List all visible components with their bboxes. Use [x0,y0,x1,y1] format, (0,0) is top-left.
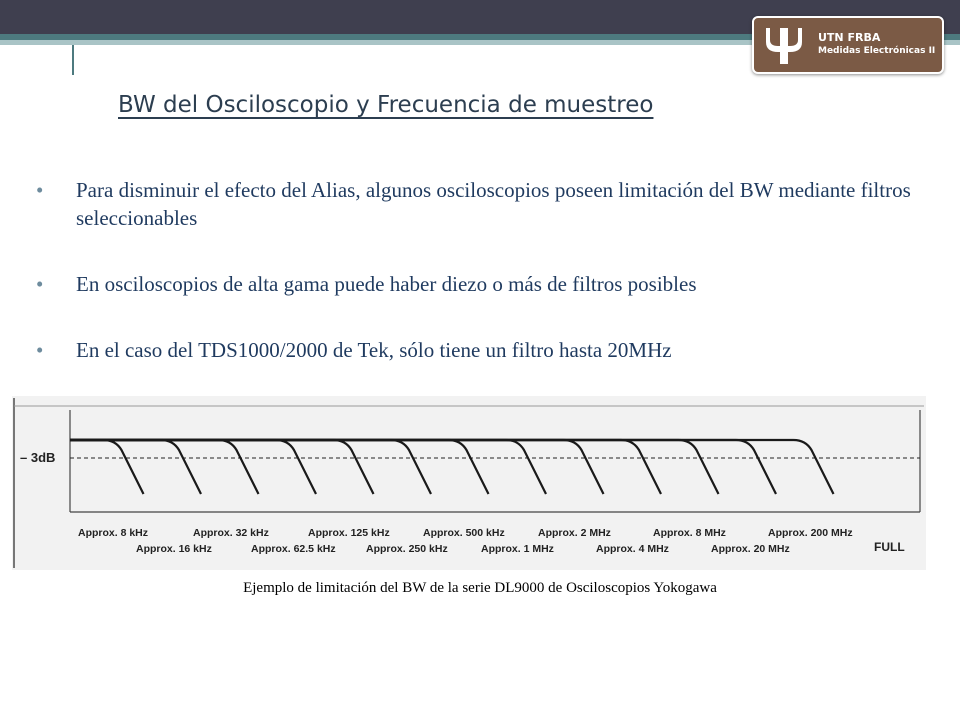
filter-label: Approx. 8 kHz [78,527,149,539]
minus-3db-label: – 3dB [20,450,56,465]
slide-title: BW del Osciloscopio y Frecuencia de muestreo [118,92,654,118]
filter-label: Approx. 20 MHz [711,543,790,555]
filter-label: Approx. 200 MHz [768,527,853,539]
filter-label: Approx. 8 MHz [653,527,726,539]
filter-label: Approx. 4 MHz [596,543,669,555]
filter-label: Approx. 32 kHz [193,527,269,539]
full-label: FULL [874,540,905,554]
figure-caption: Ejemplo de limitación del BW de la serie DL9000 de Osciloscopios Yokogawa [243,580,717,596]
bullet-text: En el caso del TDS1000/2000 de Tek, sólo tiene un filtro hasta 20MHz [76,338,672,362]
utn-logo-icon [760,24,808,68]
utn-logo-badge [752,16,944,74]
bullet-text: En osciloscopios de alta gama puede haber diezo o más de filtros posibles [76,272,697,296]
bullet-item [36,270,936,298]
filter-label: Approx. 62.5 kHz [251,543,336,555]
bullet-icon: • [36,338,44,362]
bw-filter-figure [12,396,926,570]
bullet-icon: • [36,178,44,202]
logo-title: UTN FRBA [818,31,881,44]
filter-label: Approx. 250 kHz [366,543,448,555]
bullet-item [36,176,936,232]
filter-label: Approx. 16 kHz [136,543,212,555]
accent-line [72,45,74,75]
bullet-text: Para disminuir el efecto del Alias, algunos osciloscopios poseen limitación del BW mediante filtros seleccionables [76,178,911,230]
bullet-item [36,336,936,364]
filter-label: Approx. 1 MHz [481,543,554,555]
logo-subtitle: Medidas Electrónicas II [818,46,936,56]
filter-label: Approx. 2 MHz [538,527,611,539]
bullet-list [36,176,936,402]
filter-label: Approx. 500 kHz [423,527,505,539]
bullet-icon: • [36,272,44,296]
filter-label: Approx. 125 kHz [308,527,390,539]
